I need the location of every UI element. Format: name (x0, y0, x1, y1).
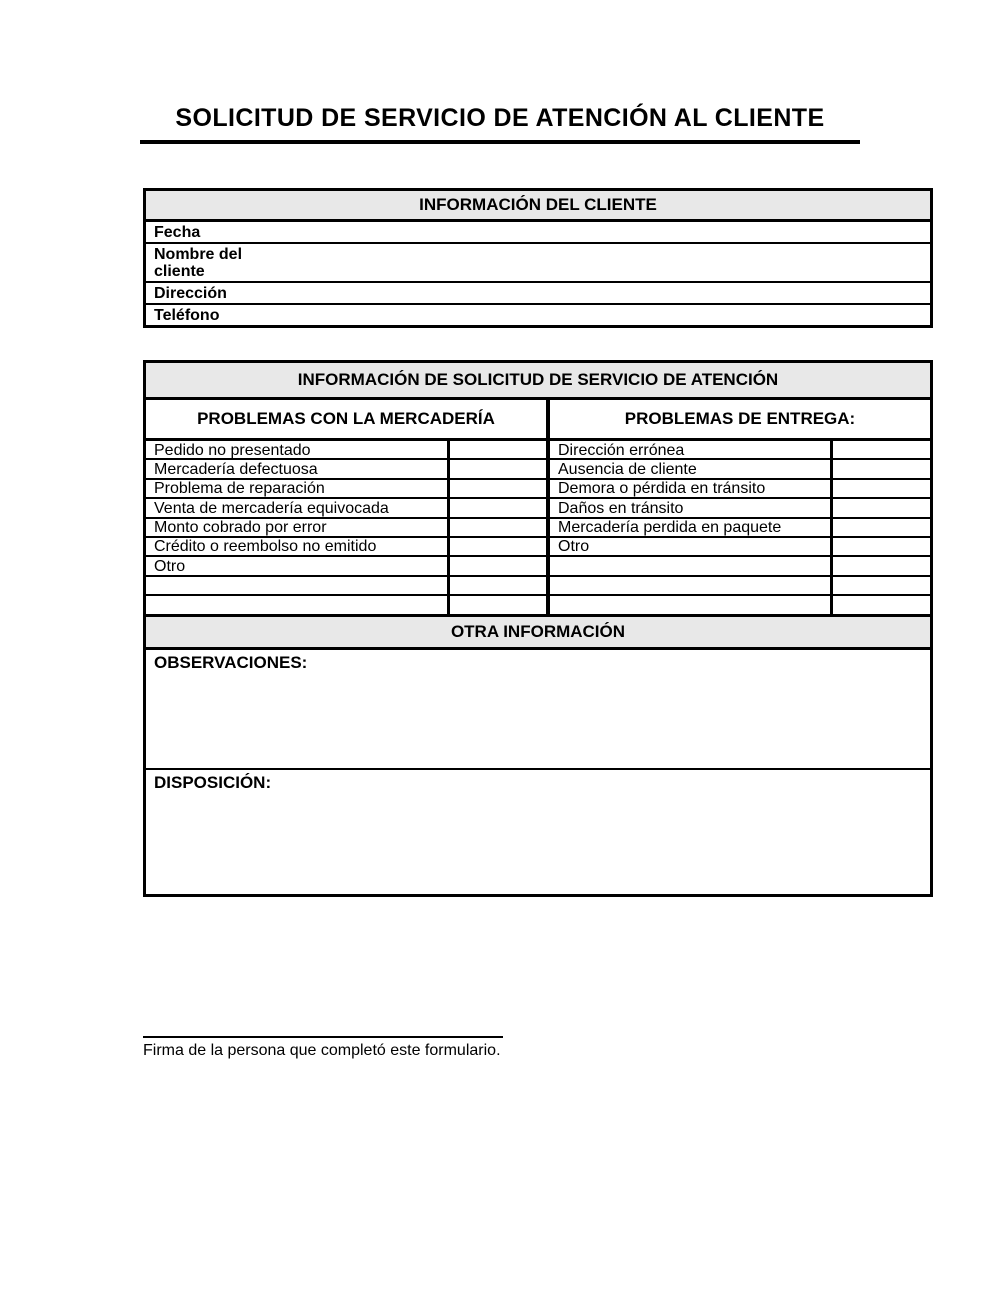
client-info-table (143, 188, 933, 328)
delivery-problem-row-8 (550, 596, 930, 613)
form-title: SOLICITUD DE SERVICIO DE ATENCIÓN AL CLIENTE (140, 103, 860, 144)
delivery-problem-row-5 (550, 538, 930, 557)
merchandise-problem-label: Problema de reparación (154, 480, 325, 498)
delivery-problem-row-1 (550, 460, 930, 479)
client-field-value[interactable] (266, 305, 930, 325)
delivery-problem-label: Daños en tránsito (558, 499, 684, 517)
delivery-problem-row-0 (550, 441, 930, 460)
merchandise-problem-label[interactable] (146, 577, 447, 594)
client-field-value[interactable] (266, 283, 930, 303)
delivery-problem-checkbox[interactable] (830, 460, 930, 477)
delivery-problem-checkbox[interactable] (830, 499, 930, 516)
signature-caption: Firma de la persona que completó este formulario. (143, 1042, 501, 1059)
service-request-header: INFORMACIÓN DE SOLICITUD DE SERVICIO DE ATENCIÓN (146, 363, 930, 400)
merchandise-problem-row-2 (146, 480, 546, 499)
client-field-row-0 (146, 222, 930, 244)
client-field-value[interactable] (266, 222, 930, 242)
delivery-problem-checkbox[interactable] (830, 577, 930, 594)
merchandise-problem-row-5 (146, 538, 546, 557)
problems-checklist (146, 441, 930, 614)
delivery-problem-label: Dirección errónea (558, 441, 685, 459)
disposition-label: DISPOSICIÓN: (154, 772, 272, 792)
delivery-problem-checkbox[interactable] (830, 480, 930, 497)
delivery-problem-label[interactable] (550, 557, 830, 574)
merchandise-checklist (146, 441, 550, 614)
merchandise-problem-row-1 (146, 460, 546, 479)
merchandise-problem-label: Venta de mercadería equivocada (154, 499, 389, 517)
delivery-problem-checkbox[interactable] (830, 538, 930, 555)
merchandise-problem-row-3 (146, 499, 546, 518)
delivery-problem-label: Otro (558, 538, 590, 556)
signature-block (143, 1036, 503, 1060)
delivery-problem-checkbox[interactable] (830, 557, 930, 574)
client-field-label: Fecha (154, 223, 201, 241)
delivery-problem-label: Mercadería perdida en paquete (558, 519, 782, 536)
client-info-rows (146, 222, 930, 325)
problem-column-headers (146, 400, 930, 441)
merchandise-problem-checkbox[interactable] (447, 596, 546, 613)
client-field-value[interactable] (266, 244, 930, 281)
merchandise-problem-label: Mercadería defectuosa (154, 460, 318, 478)
client-field-label: Nombre del cliente (154, 245, 243, 280)
merchandise-problem-row-7 (146, 577, 546, 596)
observations-area[interactable] (146, 650, 930, 770)
delivery-checklist (550, 441, 930, 614)
merchandise-problem-checkbox[interactable] (447, 538, 546, 555)
delivery-problem-checkbox[interactable] (830, 519, 930, 536)
merchandise-problem-label: Otro (154, 557, 186, 575)
merchandise-problem-label[interactable] (146, 596, 447, 613)
delivery-problem-row-2 (550, 480, 930, 499)
delivery-problem-checkbox[interactable] (830, 596, 930, 613)
merchandise-problem-checkbox[interactable] (447, 577, 546, 594)
delivery-problem-row-7 (550, 577, 930, 596)
merchandise-problem-label: Pedido no presentado (154, 441, 311, 459)
client-info-header: INFORMACIÓN DEL CLIENTE (146, 191, 930, 222)
merchandise-problem-checkbox[interactable] (447, 460, 546, 477)
merchandise-problem-row-6 (146, 557, 546, 576)
merchandise-problem-row-4 (146, 519, 546, 538)
service-request-table (143, 360, 933, 897)
delivery-problem-label[interactable] (550, 596, 830, 613)
delivery-problem-label: Demora o pérdida en tránsito (558, 480, 766, 498)
merchandise-problem-row-0 (146, 441, 546, 460)
other-information-header: OTRA INFORMACIÓN (146, 614, 930, 650)
disposition-area[interactable] (146, 770, 930, 894)
merchandise-problem-row-8 (146, 596, 546, 613)
merchandise-problem-checkbox[interactable] (447, 499, 546, 516)
delivery-problem-row-3 (550, 499, 930, 518)
client-field-row-3 (146, 305, 930, 325)
client-field-row-2 (146, 283, 930, 305)
merchandise-problem-checkbox[interactable] (447, 557, 546, 574)
merchandise-problem-label: Monto cobrado por error (154, 519, 327, 536)
client-field-row-1 (146, 244, 930, 283)
delivery-problem-label[interactable] (550, 577, 830, 594)
merchandise-problem-label: Crédito o reembolso no emitido (154, 538, 377, 556)
delivery-problem-label: Ausencia de cliente (558, 460, 697, 478)
delivery-problems-header: PROBLEMAS DE ENTREGA: (624, 409, 856, 428)
merchandise-problems-header: PROBLEMAS CON LA MERCADERÍA (146, 400, 550, 438)
merchandise-problem-checkbox[interactable] (447, 519, 546, 536)
client-field-label: Dirección (154, 284, 227, 302)
merchandise-problem-checkbox[interactable] (447, 441, 546, 458)
delivery-problem-row-4 (550, 519, 930, 538)
delivery-problem-checkbox[interactable] (830, 441, 930, 458)
client-field-label: Teléfono (154, 306, 220, 324)
delivery-problem-row-6 (550, 557, 930, 576)
observations-label: OBSERVACIONES: (154, 652, 308, 672)
merchandise-problem-checkbox[interactable] (447, 480, 546, 497)
